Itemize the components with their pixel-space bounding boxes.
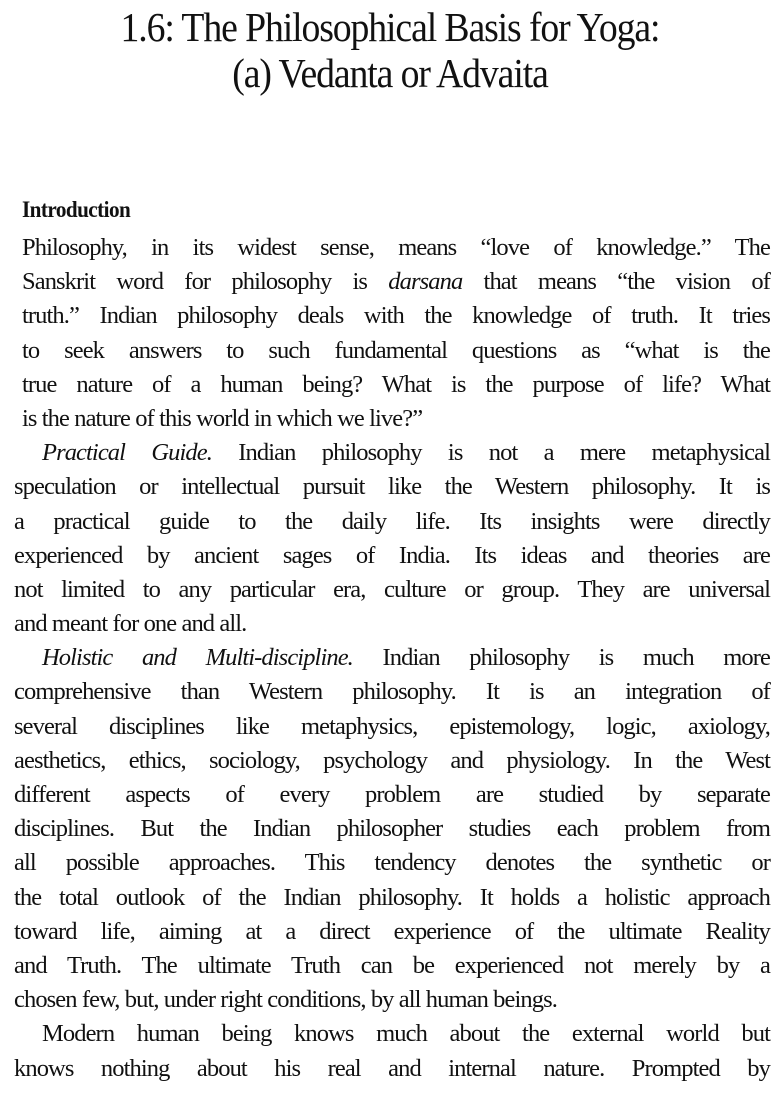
text-line (14, 265, 770, 299)
text-line: to seek answers to such fundamental questions as “what is the (22, 336, 770, 364)
text-line: knows nothing about his real and internal nature. Prompted by (14, 1054, 770, 1082)
text-line: different aspects of every problem are studied by separate (14, 781, 770, 808)
chapter-title (0, 4, 780, 96)
text-line: disciplines. But the Indian philosopher studies each problem from (14, 815, 770, 843)
text-line: true nature of a human being? What is the purpose of life? What (22, 370, 770, 398)
text-line: chosen few, but, under right conditions, by all human beings. (14, 986, 557, 1014)
text-line: is the nature of this world in which we live?” (22, 404, 423, 432)
text-line: the total outlook of the Indian philosophy. It holds a holistic approach (14, 883, 770, 911)
text-span: Indian philosophy is much more (352, 644, 771, 672)
paragraph-lead-practical-guide: Practical Guide. (42, 439, 212, 467)
paragraph-modern-human (14, 1017, 770, 1085)
text-line: several disciplines like metaphysics, epistemology, logic, axiology, (14, 712, 770, 740)
text-line (14, 436, 770, 470)
paragraph-lead-holistic: Holistic and Multi-discipline. (42, 644, 353, 672)
text-span: that means “the vision of (462, 268, 770, 296)
text-line: a practical guide to the daily life. Its insights were directly (14, 507, 770, 535)
text-span: Indian philosophy is not a mere metaphysical (211, 439, 771, 467)
paragraph-practical-guide (14, 436, 770, 641)
text-line: speculation or intellectual pursuit like the Western philosophy. It is (14, 473, 770, 501)
section-heading-introduction: Introduction (22, 197, 131, 222)
text-line: truth.” Indian philosophy deals with the knowledge of truth. It tries (22, 302, 770, 330)
text-line: all possible approaches. This tendency denotes the synthetic or (14, 849, 770, 877)
body-text (14, 231, 770, 1086)
text-line: and Truth. The ultimate Truth can be experienced not merely by a (14, 951, 770, 979)
text-line: Philosophy, in its widest sense, means “love of knowledge.” The (22, 234, 770, 261)
text-line: Modern human being knows much about the external world but (42, 1020, 770, 1048)
italic-term-darsana: darsana (388, 268, 463, 296)
chapter-title-line-1: 1.6: The Philosophical Basis for Yoga: (120, 4, 660, 50)
text-line: toward life, aiming at a direct experience of the ultimate Reality (14, 917, 770, 945)
text-span: Sanskrit word for philosophy is (22, 268, 389, 296)
chapter-title-line-2: (a) Vedanta or Advaita (232, 50, 548, 96)
text-line: not limited to any particular era, culture or group. They are universal (14, 575, 770, 603)
text-line (14, 641, 770, 675)
text-line: experienced by ancient sages of India. Its ideas and theories are (14, 541, 770, 569)
paragraph-introduction (14, 231, 770, 436)
text-line: comprehensive than Western philosophy. It is an integration of (14, 678, 770, 706)
paragraph-holistic-multi-discipline (14, 641, 770, 1017)
text-line: aesthetics, ethics, sociology, psychology and physiology. In the West (14, 746, 770, 774)
text-line: and meant for one and all. (14, 610, 247, 638)
